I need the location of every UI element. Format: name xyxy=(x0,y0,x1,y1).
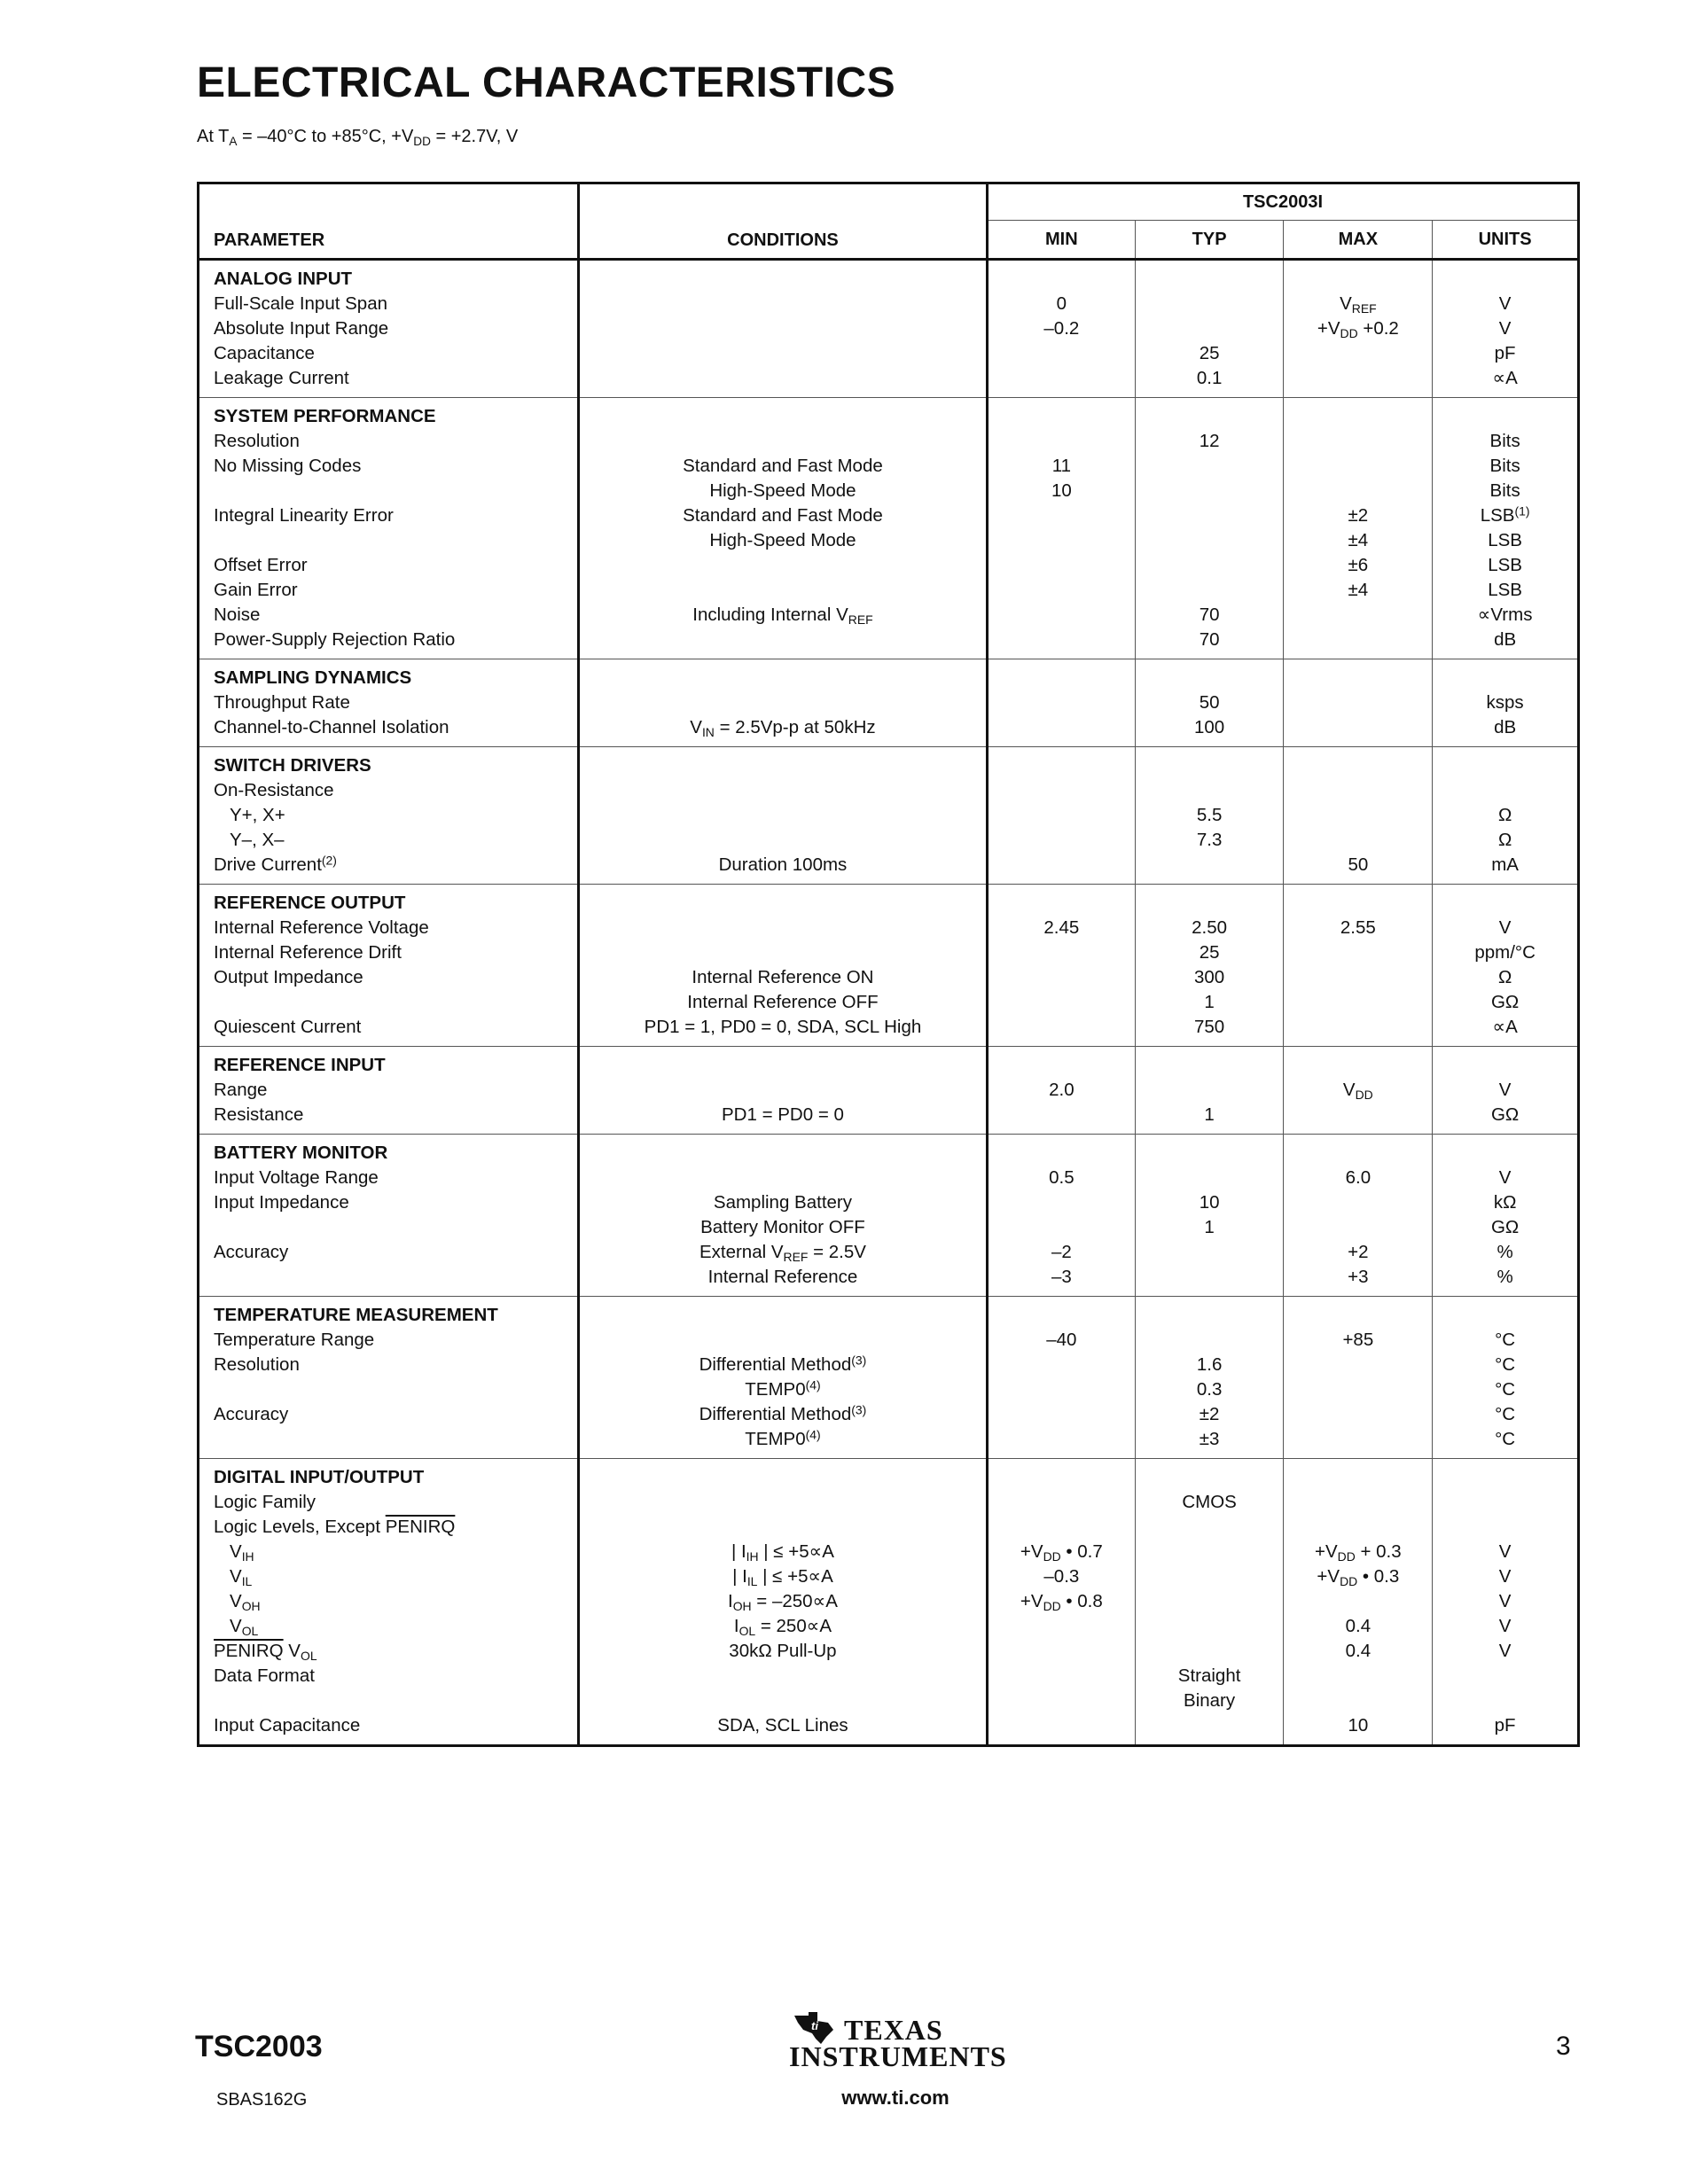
param-label: Resolution xyxy=(214,1354,300,1375)
max-value: ±4 xyxy=(1348,530,1369,550)
min-value: –0.2 xyxy=(1043,318,1080,339)
typ-value: 300 xyxy=(1193,967,1225,987)
texas-instruments-logo xyxy=(789,2010,1007,2072)
max-value: ±2 xyxy=(1348,505,1369,526)
param-label: Input Impedance xyxy=(214,1192,349,1213)
typ-value: 1 xyxy=(1204,1104,1215,1125)
section-title: ANALOG INPUT xyxy=(214,269,353,289)
min-value: –2 xyxy=(1051,1242,1072,1262)
max-value: 6.0 xyxy=(1345,1167,1372,1188)
param-label: Offset Error xyxy=(214,555,308,575)
column-header-units: UNITS xyxy=(1433,221,1579,260)
param-label: Full-Scale Input Span xyxy=(214,293,388,314)
typ-value: 100 xyxy=(1193,717,1225,737)
min-value: –3 xyxy=(1051,1267,1072,1287)
typ-value: 25 xyxy=(1199,343,1220,363)
param-label: Power-Supply Rejection Ratio xyxy=(214,629,456,650)
max-value: +3 xyxy=(1348,1267,1369,1287)
unit-value: °C xyxy=(1495,1429,1516,1449)
section-title: BATTERY MONITOR xyxy=(214,1143,388,1163)
max-value: ±6 xyxy=(1348,555,1369,575)
condition-text: | $I_{IL}$ | ≤ +5∝A xyxy=(732,1566,833,1589)
min-value: 11 xyxy=(1051,456,1071,476)
unit-value: dB xyxy=(1494,629,1517,650)
unit-value: V xyxy=(1498,1541,1512,1562)
section-battery-monitor xyxy=(199,1135,1579,1297)
page-title: ELECTRICAL CHARACTERISTICS xyxy=(197,59,896,106)
max-value: 0.4 xyxy=(1345,1641,1372,1661)
unit-value: GΩ xyxy=(1490,992,1520,1012)
unit-value: V xyxy=(1498,1616,1512,1636)
logo-text-texas: TEXAS xyxy=(844,2014,943,2046)
param-label: No Missing Codes xyxy=(214,456,362,476)
max-value: $+V_{DD} +0.2$ xyxy=(1317,318,1399,341)
condition-text: High-Speed Mode xyxy=(709,480,856,501)
condition-text: Internal Reference OFF xyxy=(687,992,879,1012)
condition-text: Standard and Fast Mode xyxy=(683,456,883,476)
typ-value: 1 xyxy=(1204,992,1215,1012)
min-value: –0.3 xyxy=(1043,1566,1080,1587)
svg-text:ti: ti xyxy=(811,2019,818,2032)
max-value: $V_{DD}$ xyxy=(1342,1080,1373,1103)
min-value: 2.0 xyxy=(1049,1080,1075,1100)
website-link[interactable]: www.ti.com xyxy=(841,2086,950,2109)
param-label: Y+, X+ xyxy=(230,805,285,825)
param-label: Accuracy xyxy=(214,1242,289,1262)
footnote-ref: (2) xyxy=(321,853,337,868)
max-value: $+V_{DD}$ • 0.3 xyxy=(1317,1566,1400,1589)
column-header-max: MAX xyxy=(1284,221,1433,260)
param-label: Capacitance xyxy=(214,343,315,363)
param-label: Logic Family xyxy=(214,1492,316,1512)
unit-value: °C xyxy=(1495,1354,1516,1375)
unit-value: LSB xyxy=(1488,555,1522,575)
unit-value: V xyxy=(1498,318,1512,339)
typ-value: 70 xyxy=(1199,604,1220,625)
typ-value: 50 xyxy=(1199,692,1220,713)
electrical-characteristics-table xyxy=(197,182,1580,1747)
column-header-typ: TYP xyxy=(1135,221,1284,260)
condition-text: External $V_{REF} = 2.5V$ xyxy=(699,1242,866,1265)
section-reference-output xyxy=(199,885,1579,1047)
param-label: Internal Reference Drift xyxy=(214,942,402,963)
unit-value: ksps xyxy=(1486,692,1524,713)
param-label: $V_{OL}$ xyxy=(230,1616,259,1639)
condition-text: 30kΩ Pull-Up xyxy=(729,1641,837,1661)
section-analog-input xyxy=(199,260,1579,398)
condition-text: Differential Method$^{(3)}$ xyxy=(699,1353,867,1375)
max-value: 50 xyxy=(1348,854,1369,875)
section-title: SYSTEM PERFORMANCE xyxy=(214,406,436,426)
unit-value: V xyxy=(1498,1591,1512,1611)
param-label: Output Impedance xyxy=(214,967,363,987)
param-label: Resolution xyxy=(214,431,300,451)
param-label: Integral Linearity Error xyxy=(214,505,394,526)
logo-text-instruments: INSTRUMENTS xyxy=(789,2040,1007,2072)
condition-text: Internal Reference ON xyxy=(692,967,874,987)
unit-value: V xyxy=(1498,1566,1512,1587)
max-value: +2 xyxy=(1348,1242,1369,1262)
condition-text: TEMP0$^{(4)}$ xyxy=(745,1377,821,1400)
typ-value: ±3 xyxy=(1199,1429,1220,1449)
typ-value: Binary xyxy=(1184,1690,1236,1711)
conditions-note: At $T_A = -40^\circ C$ to +85°C, $+V_{DD} = +2.7V$, V xyxy=(197,127,519,149)
condition-text: | $I_{IH}$ | ≤ +5∝A xyxy=(731,1541,834,1564)
max-value: ±4 xyxy=(1348,580,1369,600)
param-label: Drive Current$^{(2)}$ xyxy=(214,853,337,875)
unit-value: dB xyxy=(1494,717,1517,737)
typ-value: 0.1 xyxy=(1196,368,1223,388)
condition-text: $I_{OL} = 250\propto A$ xyxy=(733,1616,832,1639)
section-system-performance xyxy=(199,398,1579,659)
typ-value: 2.50 xyxy=(1192,917,1228,938)
condition-text: TEMP0$^{(4)}$ xyxy=(745,1427,821,1449)
param-label: Throughput Rate xyxy=(214,692,350,713)
typ-value: ±2 xyxy=(1199,1404,1220,1424)
typ-value: CMOS xyxy=(1182,1492,1237,1512)
typ-value: 10 xyxy=(1199,1192,1220,1213)
param-label: Logic Levels, Except PENIRQ xyxy=(214,1517,456,1537)
unit-value: GΩ xyxy=(1490,1104,1520,1125)
unit-value: Ω xyxy=(1497,967,1512,987)
unit-value: pF xyxy=(1494,1715,1516,1736)
unit-value: Bits xyxy=(1489,431,1520,451)
section-digital-io xyxy=(199,1459,1579,1746)
condition-text: Duration 100ms xyxy=(718,854,848,875)
section-temperature-measurement xyxy=(199,1297,1579,1459)
footer-part-number: TSC2003 xyxy=(195,2030,323,2063)
typ-value: 1.6 xyxy=(1196,1354,1223,1375)
typ-value: 12 xyxy=(1199,431,1220,451)
footer-document-number: SBAS162G xyxy=(216,2090,308,2110)
param-label: On-Resistance xyxy=(214,780,334,800)
unit-value: ppm/°C xyxy=(1474,942,1536,963)
param-label: Leakage Current xyxy=(214,368,349,388)
condition-text: Battery Monitor OFF xyxy=(700,1217,865,1237)
unit-value: V xyxy=(1498,1167,1512,1188)
condition-text: Standard and Fast Mode xyxy=(683,505,883,526)
param-label: Resistance xyxy=(214,1104,304,1125)
min-value: $+V_{DD}$ • 0.8 xyxy=(1020,1591,1103,1614)
unit-value: kΩ xyxy=(1493,1192,1517,1213)
page-number: 3 xyxy=(1556,2032,1571,2061)
param-label: $V_{IH}$ xyxy=(230,1541,254,1564)
param-label: Temperature Range xyxy=(214,1330,375,1350)
section-title: REFERENCE INPUT xyxy=(214,1055,386,1075)
section-title: SWITCH DRIVERS xyxy=(214,755,371,776)
unit-value: pF xyxy=(1494,343,1516,363)
max-value: +85 xyxy=(1342,1330,1374,1350)
typ-value: 0.3 xyxy=(1196,1379,1223,1400)
min-value: 2.45 xyxy=(1043,917,1080,938)
min-value: $+V_{DD}$ • 0.7 xyxy=(1020,1541,1103,1564)
unit-value: Bits xyxy=(1489,456,1520,476)
param-label: Y–, X– xyxy=(230,830,285,850)
unit-value: °C xyxy=(1495,1404,1516,1424)
typ-value: 7.3 xyxy=(1196,830,1223,850)
unit-value: % xyxy=(1497,1267,1513,1287)
param-label: Data Format xyxy=(214,1665,315,1686)
unit-value: ∝A xyxy=(1492,1017,1518,1037)
max-value: 2.55 xyxy=(1340,917,1376,938)
unit-value: % xyxy=(1497,1242,1513,1262)
section-title: TEMPERATURE MEASUREMENT xyxy=(214,1305,498,1325)
min-value: 0 xyxy=(1056,293,1067,314)
unit-value: mA xyxy=(1491,854,1519,875)
param-label: $V_{OH}$ xyxy=(230,1591,261,1614)
section-title: SAMPLING DYNAMICS xyxy=(214,667,412,688)
unit-value: V xyxy=(1498,1641,1512,1661)
section-reference-input xyxy=(199,1047,1579,1135)
condition-text: PD1 = 1, PD0 = 0, SDA, SCL High xyxy=(644,1017,922,1037)
section-title: REFERENCE OUTPUT xyxy=(214,893,406,913)
unit-value: LSB xyxy=(1488,530,1522,550)
condition-text: PD1 = PD0 = 0 xyxy=(722,1104,844,1125)
section-switch-drivers xyxy=(199,747,1579,885)
param-label: Channel-to-Channel Isolation xyxy=(214,717,449,737)
condition-text: High-Speed Mode xyxy=(709,530,856,550)
param-label: Accuracy xyxy=(214,1404,289,1424)
min-value: 10 xyxy=(1051,480,1072,501)
unit-value: ∝Vrms xyxy=(1477,604,1533,625)
typ-value: Straight xyxy=(1177,1665,1241,1686)
column-header-min: MIN xyxy=(987,221,1135,260)
unit-value: V xyxy=(1498,293,1512,314)
param-label: $V_{IL}$ xyxy=(230,1566,253,1589)
param-label: Range xyxy=(214,1080,268,1100)
condition-text: SDA, SCL Lines xyxy=(717,1715,848,1736)
param-label: Input Voltage Range xyxy=(214,1167,379,1188)
unit-value: LSB xyxy=(1488,580,1522,600)
footnote-ref: (1) xyxy=(1514,503,1530,519)
unit-value: °C xyxy=(1495,1330,1516,1350)
typ-value: 70 xyxy=(1199,629,1220,650)
param-label: Noise xyxy=(214,604,261,625)
param-label: Absolute Input Range xyxy=(214,318,389,339)
max-value: 0.4 xyxy=(1345,1616,1372,1636)
unit-value: Ω xyxy=(1497,805,1512,825)
condition-text: $I_{OH} = -250\propto A$ xyxy=(728,1591,838,1614)
section-sampling-dynamics xyxy=(199,659,1579,747)
condition-text: Sampling Battery xyxy=(713,1192,852,1213)
condition-text: Including Internal $V_{REF}$ xyxy=(692,604,873,628)
typ-value: 25 xyxy=(1199,942,1220,963)
unit-value: °C xyxy=(1495,1379,1516,1400)
max-value: 10 xyxy=(1348,1715,1369,1736)
typ-value: 1 xyxy=(1204,1217,1215,1237)
condition-text: Internal Reference xyxy=(707,1267,858,1287)
unit-value: V xyxy=(1498,1080,1512,1100)
column-header-parameter: PARAMETER xyxy=(199,183,579,260)
column-header-conditions: CONDITIONS xyxy=(578,183,987,260)
param-label: Gain Error xyxy=(214,580,298,600)
unit-value: LSB$^{(1)}$ xyxy=(1480,503,1530,526)
device-group-header: TSC2003I xyxy=(987,183,1578,221)
unit-value: Bits xyxy=(1489,480,1520,501)
section-title: DIGITAL INPUT/OUTPUT xyxy=(214,1467,425,1487)
condition-text: Differential Method$^{(3)}$ xyxy=(699,1402,867,1424)
unit-value: ∝A xyxy=(1492,368,1518,388)
max-value: $+V_{DD} + 0.3$ xyxy=(1315,1541,1402,1564)
min-value: 0.5 xyxy=(1049,1167,1075,1188)
param-label: Internal Reference Voltage xyxy=(214,917,429,938)
param-label: PENIRQ $V_{OL}$ xyxy=(214,1641,317,1664)
max-value: $V_{REF}$ xyxy=(1340,293,1377,316)
typ-value: 5.5 xyxy=(1196,805,1223,825)
unit-value: Ω xyxy=(1497,830,1512,850)
unit-value: V xyxy=(1498,917,1512,938)
param-label: Input Capacitance xyxy=(214,1715,361,1736)
typ-value: 750 xyxy=(1193,1017,1225,1037)
min-value: –40 xyxy=(1046,1330,1077,1350)
param-label: Quiescent Current xyxy=(214,1017,362,1037)
unit-value: GΩ xyxy=(1490,1217,1520,1237)
condition-text: $V_{IN} = 2.5Vp-p$ at 50kHz xyxy=(690,717,876,740)
